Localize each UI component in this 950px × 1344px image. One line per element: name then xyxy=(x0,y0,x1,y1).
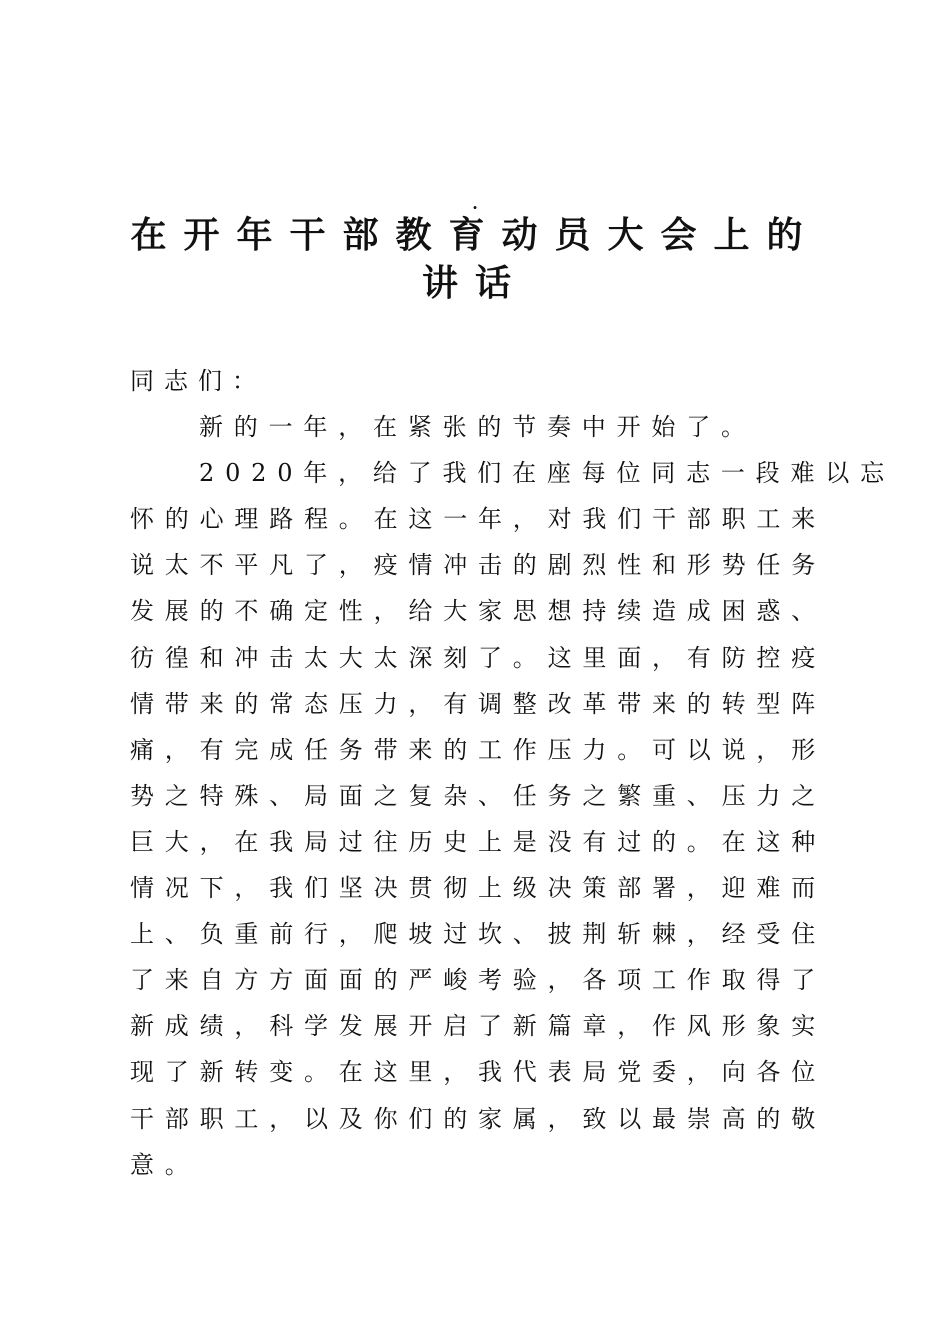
page-title xyxy=(120,212,830,308)
paragraph-line: 巨大，在我局过往历史上是没有过的。在这种 xyxy=(130,827,826,856)
title-line-1: 在开年干部教育动员大会上的 xyxy=(130,215,820,256)
paragraph-line: 新的一年，在紧张的节奏中开始了。 xyxy=(199,413,756,442)
paragraph-line: 上、负重前行，爬坡过坎、披荆斩棘，经受住 xyxy=(130,920,826,949)
paragraph-2 xyxy=(130,450,895,1188)
paragraph-1 xyxy=(130,404,825,450)
paragraph-line: 情况下，我们坚决贯彻上级决策部署，迎难而 xyxy=(130,874,826,903)
paragraph-line: 情带来的常态压力，有调整改革带来的转型阵 xyxy=(130,689,826,718)
paragraph-line: 势之特殊、局面之复杂、任务之繁重、压力之 xyxy=(130,781,826,810)
paragraph-line: 了来自方方面面的严峻考验，各项工作取得了 xyxy=(130,966,826,995)
paragraph-line: 说太不平凡了，疫情冲击的剧烈性和形势任务 xyxy=(130,551,826,580)
paragraph-line: 彷徨和冲击太大太深刻了。这里面，有防控疫 xyxy=(130,643,826,672)
paragraph-line: 怀的心理路程。在这一年，对我们干部职工来 xyxy=(130,505,826,534)
top-mark: . xyxy=(472,194,478,213)
salutation: 同志们： xyxy=(130,367,266,395)
paragraph-line: 痛，有完成任务带来的工作压力。可以说，形 xyxy=(130,735,826,764)
paragraph-line: 现了新转变。在这里，我代表局党委，向各位 xyxy=(130,1058,826,1087)
paragraph-line: 发展的不确定性，给大家思想持续造成困惑、 xyxy=(130,597,826,626)
document-body xyxy=(130,358,895,1188)
paragraph-line: 意。 xyxy=(130,1150,200,1179)
paragraph-line: 2020年，给了我们在座每位同志一段难以忘 xyxy=(199,459,895,488)
title-line-2: 讲话 xyxy=(421,263,528,304)
paragraph-line: 干部职工，以及你们的家属，致以最崇高的敬 xyxy=(130,1104,826,1133)
paragraph-line: 新成绩，科学发展开启了新篇章，作风形象实 xyxy=(130,1012,826,1041)
